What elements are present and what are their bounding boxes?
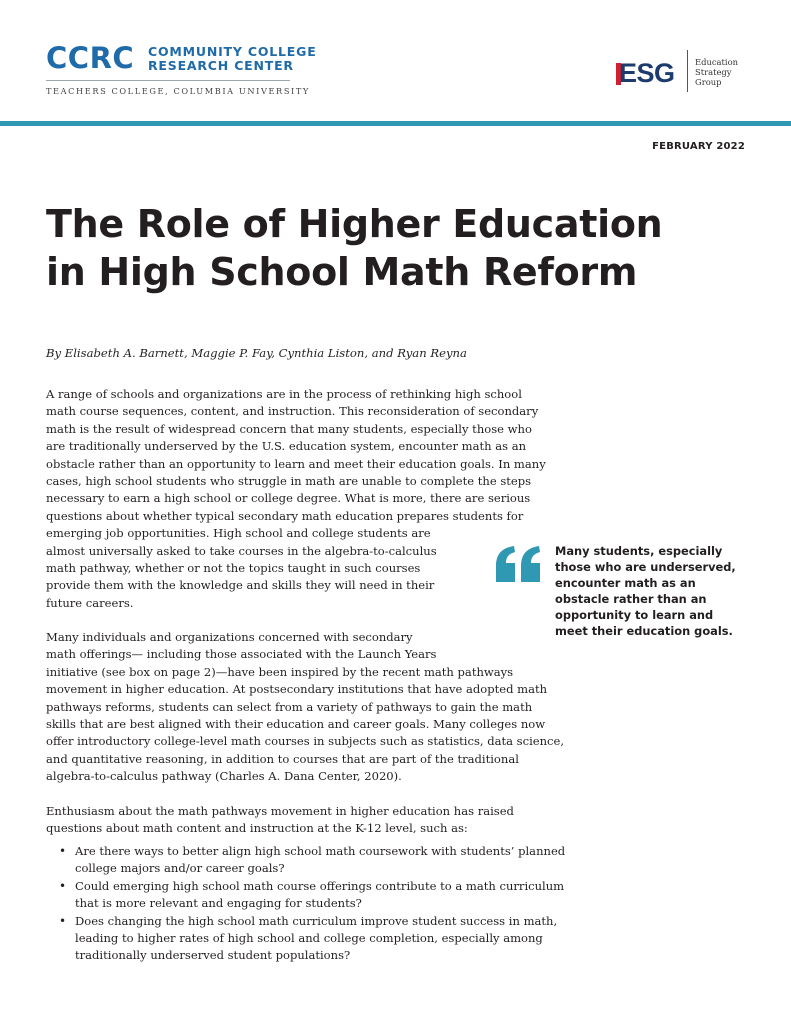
text-line: almost universally asked to take courses in the algebra-to-calculus [46,543,437,558]
text-line: obstacle rather than an opportunity to learn and meet their education goals. In many [46,456,546,471]
pull-quote-line: those who are underserved, [555,559,736,574]
esg-logo-mark [616,54,682,88]
text-line: Enthusiasm about the math pathways movement in higher education has raised [46,804,514,818]
bullet-icon: • [59,844,67,858]
text-line: math offerings— including those associated with the Launch Years [46,647,437,662]
text-line: pathways reforms, students can select from a variety of pathways to gain the math [46,699,533,714]
text-line: Are there ways to better align high school math coursework with students’ planned [75,844,566,858]
text-line: college majors and/or career goals? [75,861,285,876]
pull-quote-line: meet their education goals. [555,623,733,638]
ccrc-affiliation: TEACHERS COLLEGE, COLUMBIA UNIVERSITY [46,86,310,96]
esg-logo-text: ESG [619,58,675,88]
text-line: offer introductory college-level math courses in subjects such as statistics, data science, [46,734,565,749]
text-line: math pathway, whether or not the topics taught in such courses [46,561,421,576]
pull-quote-line: encounter math as an [555,575,696,590]
text-line: math is the result of widespread concern that many students, especially those who [46,421,532,436]
ccrc-logo-rule [46,80,290,81]
author-byline: By Elisabeth A. Barnett, Maggie P. Fay, Cynthia Liston, and Ryan Reyna [46,346,467,360]
text-line: questions about math content and instruction at the K-12 level, such as: [46,821,468,836]
text-line: Does changing the high school math curriculum improve student success in math, [75,913,558,928]
text-line: A range of schools and organizations are in the process of rethinking high school [46,387,522,401]
title-line: The Role of Higher Education [46,202,663,246]
text-line: necessary to earn a high school or college degree. What is more, there are serious [46,491,531,506]
text-line: skills that are best aligned with their education and career goals. Many colleges now [46,717,546,732]
paragraph-intro [46,386,546,612]
text-line: leading to higher rates of high school and college completion, especially among [75,931,543,946]
paragraph-questions-intro [46,803,514,838]
text-line: emerging job opportunities. High school and college students are [46,526,431,541]
page-title [46,200,746,296]
publication-date: FEBRUARY 2022 [652,141,745,152]
pull-quote-line: Many students, especially [555,544,723,558]
list-item [56,913,565,965]
text-line: future careers. [46,595,134,610]
text-line: traditionally underserved student populations? [75,948,351,963]
text-line: that is more relevant and engaging for students? [75,896,362,911]
header-band [0,121,791,126]
esg-logo-divider [687,50,688,92]
ccrc-logo-name [148,45,317,73]
quote-mark-icon [494,546,544,582]
text-line: initiative (see box on page 2)—have been inspired by the recent math pathways [46,664,514,679]
text-line: algebra-to-calculus pathway (Charles A. Dana Center, 2020). [46,769,402,784]
question-list [56,843,565,965]
paragraph-pathways [46,629,564,786]
text-line: questions about whether typical secondary math education prepares students for [46,508,524,523]
text-line: and quantitative reasoning, in addition to courses that are part of the traditional [46,751,519,766]
esg-name-line: Group [695,77,722,87]
esg-name-line: Strategy [695,67,732,77]
ccrc-name-line2: RESEARCH CENTER [148,58,294,73]
text-line: are traditionally underserved by the U.S. education system, encounter math as an [46,439,527,454]
ccrc-name-line1: COMMUNITY COLLEGE [148,44,317,59]
esg-logo-name [695,57,738,87]
pull-quote-line: opportunity to learn and [555,607,714,622]
bullet-icon: • [59,878,67,893]
bullet-icon: • [59,913,67,928]
pull-quote-line: obstacle rather than an [555,591,707,606]
text-line: Many individuals and organizations concerned with secondary [46,630,413,644]
list-item [56,878,565,913]
list-item [56,843,565,878]
pull-quote [555,544,745,639]
title-line: in High School Math Reform [46,250,638,294]
text-line: Could emerging high school math course offerings contribute to a math curriculum [75,878,565,893]
esg-name-line: Education [695,57,739,67]
text-line: provide them with the knowledge and skills they will need in their [46,578,435,593]
text-line: cases, high school students who struggle in math are unable to complete the steps [46,474,532,489]
ccrc-logo-mark: CCRC [46,41,135,75]
text-line: movement in higher education. At postsecondary institutions that have adopted math [46,682,548,697]
text-line: math course sequences, content, and instruction. This reconsideration of secondary [46,404,539,419]
